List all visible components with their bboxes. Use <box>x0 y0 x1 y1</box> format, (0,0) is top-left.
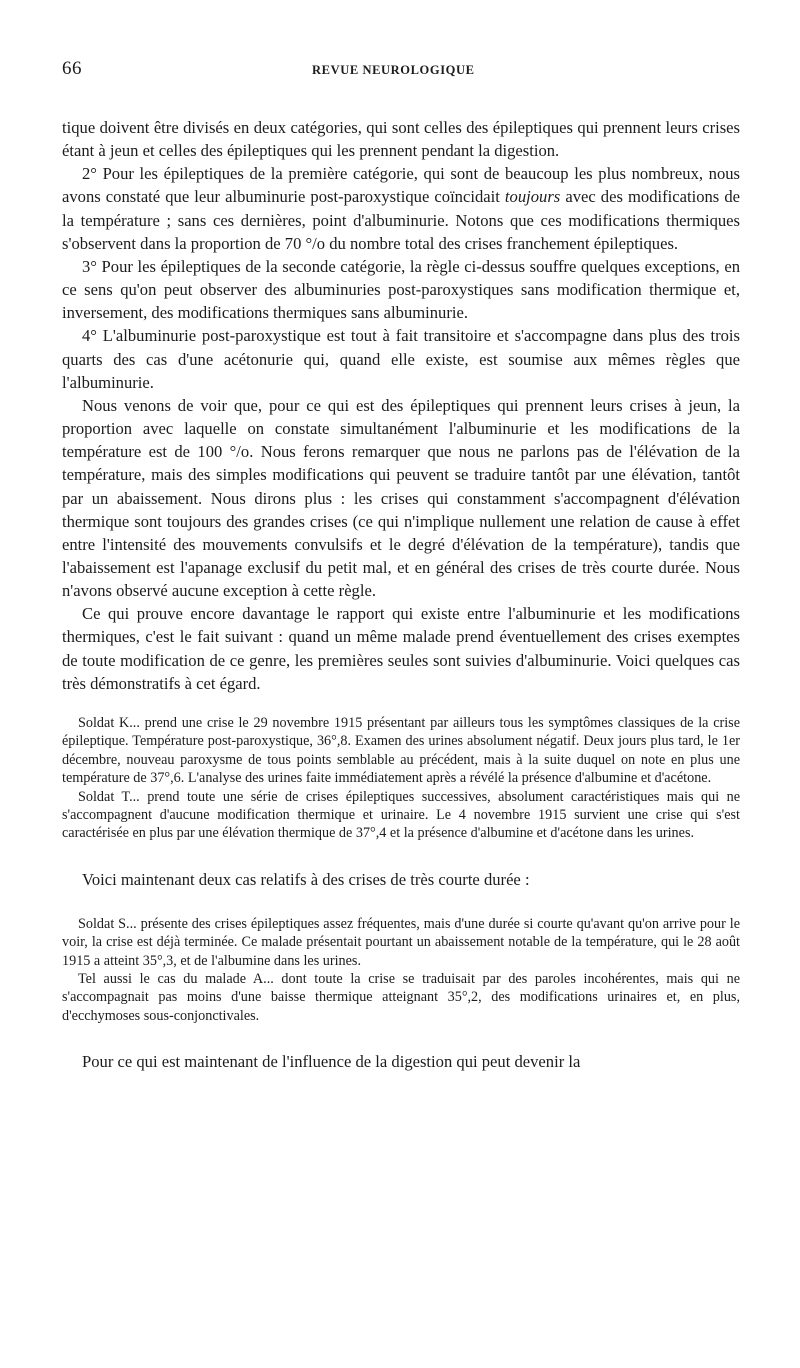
paragraph-proof: Ce qui prouve encore davantage le rapport qui existe entre l'albuminurie et les modifications thermiques, c'est le fait suivant : quand un même malade prend éventuellement des crises exemptes de toute modification de ce genre, les premières seules sont suivies d'albuminurie. Voici quelques cas très démonstratifs à cet égard. <box>62 604 740 693</box>
running-title: REVUE NEUROLOGIQUE <box>312 63 475 77</box>
case-note-soldat-s: Soldat S... présente des crises épileptiques assez fréquentes, mais d'une durée si courte qu'avant qu'on arrive pour le voir, la crise est déjà terminée. Ce malade présentait pourtant un abaissement notable de la température, qui le 28 août 1915 a atteint 35°,3, et de l'albumine dans les urines. <box>62 915 740 969</box>
page-header <box>62 58 740 98</box>
paragraph-point-2-end: avec des modifications de la température ; sans ces dernières, point d'albuminurie. Notons que ces modifications thermiques s'observent dans la proportion de 70 °/o du nombre total des crises franchement épileptiques. <box>62 187 740 253</box>
case-note-soldat-k: Soldat K... prend une crise le 29 novembre 1915 présentant par ailleurs tous les symptômes classiques de la crise épileptique. Température post-paroxystique, 36°,8. Examen des urines absolument négatif. Deux jours plus tard, le 1er décembre, nouveau paroxysme de tous points semblable au précédent, mais à la suite duquel on note en plus une température de 37°,6. L'analyse des urines faite immédiatement après a révélé la présence d'albumine et d'acétone. <box>62 714 740 787</box>
final-line: Pour ce qui est maintenant de l'influence de la digestion qui peut devenir la <box>82 1052 581 1072</box>
paragraph-point-3: 3° Pour les épileptiques de la seconde catégorie, la règle ci-dessus souffre quelques exceptions, en ce sens qu'on peut observer des albuminuries post-paroxystiques sans modification thermique et, inversement, des modifications thermiques sans albuminurie. <box>62 256 740 323</box>
paragraph-point-4: 4° L'albuminurie post-paroxystique est tout à fait transitoire et s'accompagne dans plus des trois quarts des cas d'une acétonurie qui, quand elle existe, est soumise aux mêmes règles que l'albuminurie. <box>62 326 740 392</box>
emphasis-toujours: toujours <box>504 187 561 207</box>
section-sentence: Voici maintenant deux cas relatifs à des crises de très courte durée : <box>82 869 530 889</box>
body-text <box>62 116 740 695</box>
case-notes-first <box>62 714 740 843</box>
case-notes-second <box>62 915 740 1025</box>
paragraph-point-2 <box>62 162 740 255</box>
case-note-soldat-t: Soldat T... prend toute une série de crises épileptiques successives, absolument caractéristiques mais qui ne s'accompagnent d'aucune modification thermique et urinaire. Le 4 novembre 1915 survient une crise qui s'est caractérisée en plus par une élévation thermique de 37°,4 et la présence d'albumine et d'acétone dans les urines. <box>62 788 740 842</box>
case-note-malade-a: Tel aussi le cas du malade A... dont toute la crise se traduisait par des paroles incohérentes, mais qui ne s'accompagnait pas moins d'une baisse thermique atteignant 35°,2, des modifications urinaires et, en plus, d'ecchymoses sous-conjonctivales. <box>62 970 740 1024</box>
paragraph-continuation: tique doivent être divisés en deux catégories, qui sont celles des épileptiques qui prennent leurs crises étant à jeun et celles des épileptiques qui les prennent pendant la digestion. <box>62 118 740 161</box>
paragraph-discussion: Nous venons de voir que, pour ce qui est des épileptiques qui prennent leurs crises à jeun, la proportion avec laquelle on constate simultanément l'albuminurie et les modifications de la température est de 100 °/o. Nous ferons remarquer que nous ne parlons pas de l'élévation de la température, mais des simples modifications qui peuvent se traduire tantôt par une élévation, tantôt par un abaissement. Nous dirons plus : les crises qui constamment s'accompagnent d'élévation thermique sont toujours des grandes crises (ce qui n'implique nullement une relation de cause à effet entre l'intensité des mouvements convulsifs et le degré d'élévation de la température), tandis que l'abaissement est l'apanage exclusif du petit mal, et en général des crises de très courte durée. Nous n'avons observé aucune exception à cette règle. <box>62 395 740 601</box>
paragraph-point-2-start: 2° Pour les épileptiques de la première catégorie, qui sont de beaucoup les plus nombreux, nous avons constaté que leur albuminurie post-paroxystique coïncidait <box>62 164 740 207</box>
page-number: 66 <box>62 58 82 79</box>
body-text-final <box>62 1050 740 1073</box>
